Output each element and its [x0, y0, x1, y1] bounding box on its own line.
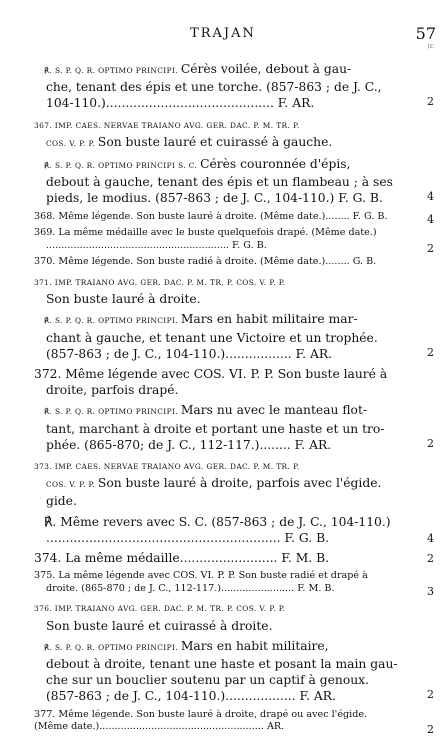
entry-text: Mars en habit militaire mar-: [180, 312, 358, 327]
entry-line: [34, 638, 414, 656]
rarity-number: 4: [427, 190, 434, 204]
entry-text: 370. Même légende. Son buste radié à droite. (Même date.)........ G. B.: [34, 256, 377, 268]
rarity-number: 2: [427, 436, 434, 450]
entry-text: debout à gauche, tenant des épis et un flambeau ; à ses: [46, 175, 393, 190]
entry-line: [34, 475, 414, 493]
legend-small-caps: 367. IMP. CAES. NERVAE TRAIANO AVG. GER. DAC. P. M. TR. P.: [34, 120, 300, 130]
rarity-number: 2: [427, 95, 434, 109]
legend-small-caps: ℟. S. P. Q. R. OPTIMO PRINCIPI S. C.: [44, 161, 201, 171]
rarity-number: 2: [427, 688, 434, 702]
legend-small-caps: 376. IMP. TRAIANO AVG. GER. DAC. P. M. TR. P. COS. V. P. P.: [34, 604, 286, 614]
catalogue-entry: [34, 227, 434, 255]
entry-text: 104-110.)........................................... F. AR.: [46, 96, 315, 111]
entry-text: Son buste lauré et cuirassé à gauche.: [97, 134, 333, 149]
catalogue-entry: [34, 638, 434, 705]
entry-line: [34, 330, 414, 346]
rarity-number: 3: [427, 584, 434, 598]
legend-small-caps: ℟. S. P. Q. R. OPTIMO PRINCIPI.: [44, 316, 181, 326]
catalogue-entries: [34, 61, 434, 738]
entry-line: [34, 116, 414, 134]
entry-line: [34, 570, 414, 583]
catalogue-entry: [34, 156, 434, 207]
entry-line: [34, 382, 414, 398]
legend-small-caps: COS. V. P. P.: [46, 138, 98, 148]
catalogue-entry: [34, 570, 434, 598]
rarity-number: 2: [427, 723, 434, 737]
entry-text: Cérès couronnée d'épis,: [200, 157, 351, 172]
entry-text: Son buste lauré à droite.: [46, 292, 201, 307]
entry-text: droite, parfois drapé.: [46, 383, 179, 398]
catalogue-entry: [34, 116, 414, 152]
catalogue-entry: [34, 708, 434, 737]
entry-text: ............................................................ F. G. B.: [46, 239, 267, 251]
entry-text: Cérès voilée, debout à gau-: [180, 62, 352, 76]
entry-line: [34, 656, 414, 672]
entry-line: [34, 514, 414, 530]
entry-line: [34, 493, 414, 509]
entry-line: [34, 291, 414, 307]
entry-line: [34, 583, 414, 596]
entry-text: gide.: [46, 494, 77, 509]
entry-text: 377. Même légende. Son buste lauré à droite, drapé ou avec l'égide.: [34, 708, 368, 720]
legend-small-caps: 373. IMP. CAES. NERVAE TRAIANO AVG. GER. DAC. P. M. TR. P.: [34, 462, 300, 472]
entry-line: [34, 61, 414, 79]
rarity-number: 4: [427, 212, 434, 226]
entry-line: [34, 134, 414, 152]
page-header: [0, 26, 446, 48]
entry-text: Mars nu avec le manteau flot-: [180, 403, 368, 418]
running-title: TRAJAN: [190, 26, 256, 41]
entry-line: [34, 402, 414, 420]
entry-text: Son buste lauré à droite, parfois avec l'égide.: [97, 476, 382, 491]
corner-mark: (r.: [427, 43, 434, 50]
entry-line: [34, 311, 414, 329]
entry-line: [34, 672, 414, 688]
entry-line: [34, 273, 414, 291]
rarity-number: 2: [427, 552, 434, 566]
rarity-number: 2: [427, 345, 434, 359]
entry-line: [34, 79, 414, 95]
entry-text: ℟. Même revers avec S. C. (857-863 ; de J. C., 104-110.): [44, 514, 391, 529]
entry-text: 374. La même médaille......................... F. M. B.: [34, 551, 330, 566]
entry-line: [34, 599, 414, 617]
catalogue-entry: [34, 514, 434, 546]
entry-line: [34, 721, 414, 734]
catalogue-entry: [34, 311, 434, 362]
entry-text: Mars en habit militaire,: [180, 638, 329, 653]
entry-text: (857-863 ; de J. C., 104-110.).................. F. AR.: [46, 689, 336, 704]
entry-line: [34, 618, 414, 634]
catalogue-entry: [34, 61, 434, 112]
entry-line: [34, 366, 414, 382]
entry-line: [34, 421, 414, 437]
entry-line: [34, 95, 414, 111]
entry-line: [34, 457, 414, 475]
entry-text: che sur un bouclier soutenu par un captif à genoux.: [46, 673, 370, 688]
legend-small-caps: ℟. S. P. Q. R. OPTIMO PRINCIPI.: [44, 407, 181, 417]
entry-line: [34, 156, 414, 174]
catalogue-entry: [34, 210, 434, 226]
entry-text: phée. (865-870; de J. C., 112-117.)........ F. AR.: [46, 437, 332, 452]
entry-text: che, tenant des épis et une torche. (857-863 ; de J. C.,: [46, 80, 382, 95]
catalogue-entry: [34, 273, 414, 307]
entry-text: chant à gauche, et tenant une Victoire et un trophée.: [46, 330, 378, 345]
entry-line: [34, 227, 414, 240]
entry-line: [34, 437, 414, 453]
legend-small-caps: ℟. S. P. Q. R. OPTIMO PRINCIPI.: [44, 66, 181, 75]
entry-text: pieds, le modius. (857-863 ; de J. C., 104-110.) F. G. B.: [46, 191, 383, 206]
catalogue-entry: [34, 457, 414, 510]
legend-small-caps: 371. IMP. TRAIANO AVG. GER. DAC. P. M. TR. P. COS. V. P. P.: [34, 278, 286, 287]
entry-text: tant, marchant à droite et portant une haste et un tro-: [46, 421, 385, 436]
rarity-number: 4: [427, 531, 434, 545]
entry-line: [34, 240, 414, 253]
entry-line: [34, 256, 414, 269]
entry-text: (Même date.)...................................................... AR.: [34, 721, 285, 733]
entry-line: [34, 550, 414, 566]
entry-text: debout à droite, tenant une haste et posant la main gau-: [46, 657, 398, 672]
page-number: 57: [415, 24, 436, 43]
entry-line: [34, 346, 414, 362]
entry-line: [34, 688, 414, 704]
catalogue-entry: [34, 256, 414, 269]
entry-text: ............................................................ F. G. B.: [46, 530, 330, 545]
rarity-number: 2: [427, 241, 434, 255]
entry-text: Son buste lauré et cuirassé à droite.: [46, 618, 273, 633]
catalogue-entry: [34, 599, 414, 633]
catalogue-entry: [34, 366, 414, 398]
entry-text: 368. Même légende. Son buste lauré à droite. (Même date.)........ F. G. B.: [34, 210, 388, 222]
catalogue-entry: [34, 550, 434, 566]
entry-line: [34, 211, 414, 224]
entry-line: [34, 709, 414, 722]
entry-text: droite. (865-870 ; de J. C., 112-117.)........................ F. M. B.: [46, 582, 335, 594]
entry-text: (857-863 ; de J. C., 104-110.)................. F. AR.: [46, 346, 333, 361]
entry-text: 375. La même légende avec COS. VI. P. P. Son buste radié et drapé à: [34, 570, 368, 582]
entry-line: [34, 174, 414, 190]
entry-text: 369. La même médaille avec le buste quelquefois drapé. (Même date.): [34, 227, 377, 239]
legend-small-caps: COS. V. P. P.: [46, 480, 98, 490]
catalogue-entry: [34, 402, 434, 453]
entry-line: [34, 190, 414, 206]
entry-text: 372. Même légende avec COS. VI. P. P. Son buste lauré à: [34, 367, 388, 382]
legend-small-caps: ℟. S. P. Q. R. OPTIMO PRINCIPI.: [44, 642, 181, 652]
entry-line: [34, 530, 414, 546]
